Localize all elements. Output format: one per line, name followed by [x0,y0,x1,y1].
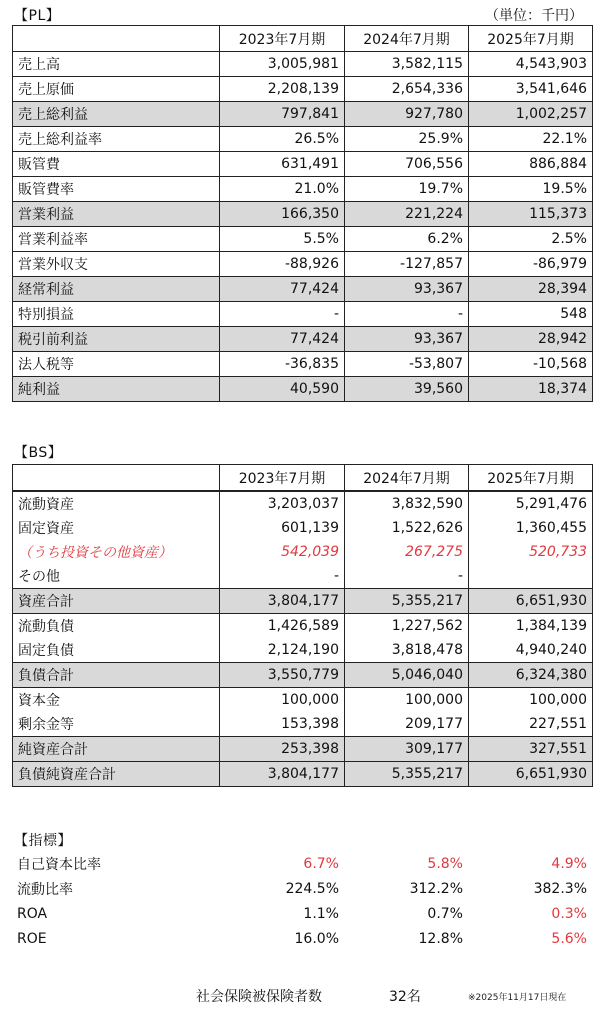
pl-row-label: 営業利益 [13,202,220,227]
indicator-value: 312.2% [409,880,463,897]
pl-row-value: 28,394 [469,277,593,302]
pl-row-value: 115,373 [469,202,593,227]
pl-row-label: 営業利益率 [13,227,220,252]
pl-row-value: 77,424 [220,277,345,302]
pl-row-value: 18,374 [469,377,593,402]
bs-row-value: 5,291,476 [469,491,593,516]
indicator-label: ROE [17,930,47,947]
pl-row-value: 26.5% [220,127,345,152]
bs-header-cell [13,465,220,492]
unit-label: （単位：千円） [485,8,583,24]
bs-row-label: 資産合計 [13,589,220,614]
pl-row-value: -88,926 [220,252,345,277]
bs-row-value: 1,426,589 [220,614,345,639]
indicator-value: 382.3% [533,880,587,897]
pl-row-value: 631,491 [220,152,345,177]
bs-row-label: 流動負債 [13,614,220,639]
pl-row-label: 純利益 [13,377,220,402]
pl-row-value: 19.5% [469,177,593,202]
pl-row-value: 927,780 [345,102,469,127]
pl-header-cell [13,26,220,52]
bs-row-value: 3,818,478 [345,638,469,663]
indicator-label: ROA [17,905,48,922]
bs-row-label: 固定負債 [13,638,220,663]
bs-table-row [13,614,593,639]
bs-row-value: 253,398 [220,737,345,762]
as-of-note: ※2025年11月17日現在 [468,993,567,1003]
pl-row-value: 93,367 [345,327,469,352]
pl-title: 【PL】 [14,8,61,24]
pl-header-cell: 2024年7月期 [345,26,469,52]
pl-row-value: 40,590 [220,377,345,402]
bs-row-value: 1,360,455 [469,516,593,540]
pl-row-value: 3,005,981 [220,52,345,77]
indicators-title: 【指標】 [14,833,72,849]
bs-row-label: 剰余金等 [13,712,220,737]
pl-row-value: -86,979 [469,252,593,277]
bs-row-value: - [345,564,469,589]
bs-header-row [13,465,593,492]
bs-row-value: 209,177 [345,712,469,737]
bs-header-cell: 2023年7月期 [220,465,345,492]
bs-row-value: - [220,564,345,589]
pl-row-value: - [345,302,469,327]
bs-table-row [13,663,593,688]
bs-table-row [13,516,593,540]
pl-row-value: 548 [469,302,593,327]
bs-header-cell: 2025年7月期 [469,465,593,492]
pl-table-row [13,202,593,227]
bs-row-value: 3,550,779 [220,663,345,688]
pl-row-value: 886,884 [469,152,593,177]
bs-table [12,464,593,787]
pl-header-row [13,26,593,52]
bs-row-value: 100,000 [345,688,469,713]
indicator-row [12,851,592,876]
bs-row-value: 520,733 [469,540,593,564]
bs-row-value: 309,177 [345,737,469,762]
bs-row-value: 4,940,240 [469,638,593,663]
bs-row-value: 6,324,380 [469,663,593,688]
bs-header-cell: 2024年7月期 [345,465,469,492]
pl-row-label: 税引前利益 [13,327,220,352]
pl-row-label: 経常利益 [13,277,220,302]
bs-table-row [13,540,593,564]
pl-row-label: 売上総利益率 [13,127,220,152]
bs-row-value: 100,000 [220,688,345,713]
pl-row-label: 法人税等 [13,352,220,377]
pl-row-label: 販管費率 [13,177,220,202]
pl-row-value: -10,568 [469,352,593,377]
pl-row-value: 39,560 [345,377,469,402]
pl-row-value: 2.5% [469,227,593,252]
pl-row-value: 706,556 [345,152,469,177]
pl-row-label: 特別損益 [13,302,220,327]
pl-table-row [13,227,593,252]
pl-table-row [13,252,593,277]
pl-row-value: -53,807 [345,352,469,377]
pl-table-row [13,102,593,127]
bs-row-label: その他 [13,564,220,589]
pl-row-value: 19.7% [345,177,469,202]
indicator-value: 5.8% [427,855,463,872]
bs-row-value: 6,651,930 [469,762,593,787]
pl-table [12,25,593,402]
bs-table-row [13,589,593,614]
pl-table-row [13,127,593,152]
indicator-value: 5.6% [551,930,587,947]
indicator-value: 16.0% [294,930,339,947]
pl-table-row [13,77,593,102]
indicator-value: 0.3% [551,905,587,922]
indicators-table [12,851,592,951]
bs-row-value: 227,551 [469,712,593,737]
bs-row-label: （うち投資その他資産） [13,540,220,564]
pl-table-row [13,377,593,402]
pl-table-row [13,352,593,377]
bs-table-row [13,712,593,737]
pl-row-label: 営業外収支 [13,252,220,277]
bs-row-label: 資本金 [13,688,220,713]
insured-count-value: 32名 [389,989,421,1005]
pl-row-value: 6.2% [345,227,469,252]
pl-row-value: -36,835 [220,352,345,377]
bs-table-row [13,491,593,516]
pl-table-row [13,302,593,327]
bs-row-value: 542,039 [220,540,345,564]
indicator-label: 流動比率 [17,881,73,898]
bs-row-value: 3,804,177 [220,762,345,787]
bs-row-label: 純資産合計 [13,737,220,762]
pl-table-row [13,152,593,177]
bs-row-value: 3,804,177 [220,589,345,614]
indicator-row [12,901,592,926]
pl-row-value: 2,654,336 [345,77,469,102]
pl-row-value: 5.5% [220,227,345,252]
pl-table-row [13,327,593,352]
bs-row-value: 601,139 [220,516,345,540]
bs-row-value: 1,384,139 [469,614,593,639]
bs-row-value: 3,203,037 [220,491,345,516]
bs-row-value: 5,355,217 [345,762,469,787]
pl-row-value: 25.9% [345,127,469,152]
pl-row-value: - [220,302,345,327]
bs-table-row [13,737,593,762]
indicator-value: 6.7% [303,855,339,872]
indicator-row [12,926,592,951]
bs-row-value: 5,046,040 [345,663,469,688]
pl-row-value: 3,582,115 [345,52,469,77]
bs-row-label: 負債合計 [13,663,220,688]
pl-header-cell: 2025年7月期 [469,26,593,52]
pl-row-value: 221,224 [345,202,469,227]
indicator-value: 12.8% [418,930,463,947]
pl-table-row [13,52,593,77]
bs-row-value: 1,522,626 [345,516,469,540]
pl-table-row [13,177,593,202]
pl-row-value: 797,841 [220,102,345,127]
indicator-value: 4.9% [551,855,587,872]
bs-row-value: 6,651,930 [469,589,593,614]
bs-row-value: 3,832,590 [345,491,469,516]
bs-table-row [13,688,593,713]
bs-row-value: 2,124,190 [220,638,345,663]
bs-table-row [13,638,593,663]
bs-title: 【BS】 [14,445,63,461]
pl-row-label: 売上原価 [13,77,220,102]
pl-row-value: 2,208,139 [220,77,345,102]
bs-row-value: 267,275 [345,540,469,564]
bs-row-label: 負債純資産合計 [13,762,220,787]
insured-count-label: 社会保険被保険者数 [196,989,322,1005]
indicator-value: 0.7% [427,905,463,922]
indicator-row [12,876,592,901]
indicator-value: 1.1% [303,905,339,922]
bs-table-row [13,564,593,589]
indicator-label: 自己資本比率 [17,856,101,873]
pl-row-value: 28,942 [469,327,593,352]
pl-table-row [13,277,593,302]
pl-row-label: 売上高 [13,52,220,77]
pl-row-value: 4,543,903 [469,52,593,77]
pl-row-label: 売上総利益 [13,102,220,127]
pl-row-value: 3,541,646 [469,77,593,102]
bs-row-value: 5,355,217 [345,589,469,614]
pl-row-value: 21.0% [220,177,345,202]
bs-table-row [13,762,593,787]
pl-row-label: 販管費 [13,152,220,177]
pl-row-value: 22.1% [469,127,593,152]
pl-row-value: 1,002,257 [469,102,593,127]
indicator-value: 224.5% [285,880,339,897]
bs-row-value: 153,398 [220,712,345,737]
bs-row-value: 100,000 [469,688,593,713]
bs-row-label: 流動資産 [13,491,220,516]
pl-row-value: -127,857 [345,252,469,277]
pl-header-cell: 2023年7月期 [220,26,345,52]
bs-row-label: 固定資産 [13,516,220,540]
pl-row-value: 77,424 [220,327,345,352]
bs-row-value: 1,227,562 [345,614,469,639]
bs-row-value: 327,551 [469,737,593,762]
pl-row-value: 166,350 [220,202,345,227]
pl-row-value: 93,367 [345,277,469,302]
bs-row-value [469,564,593,589]
